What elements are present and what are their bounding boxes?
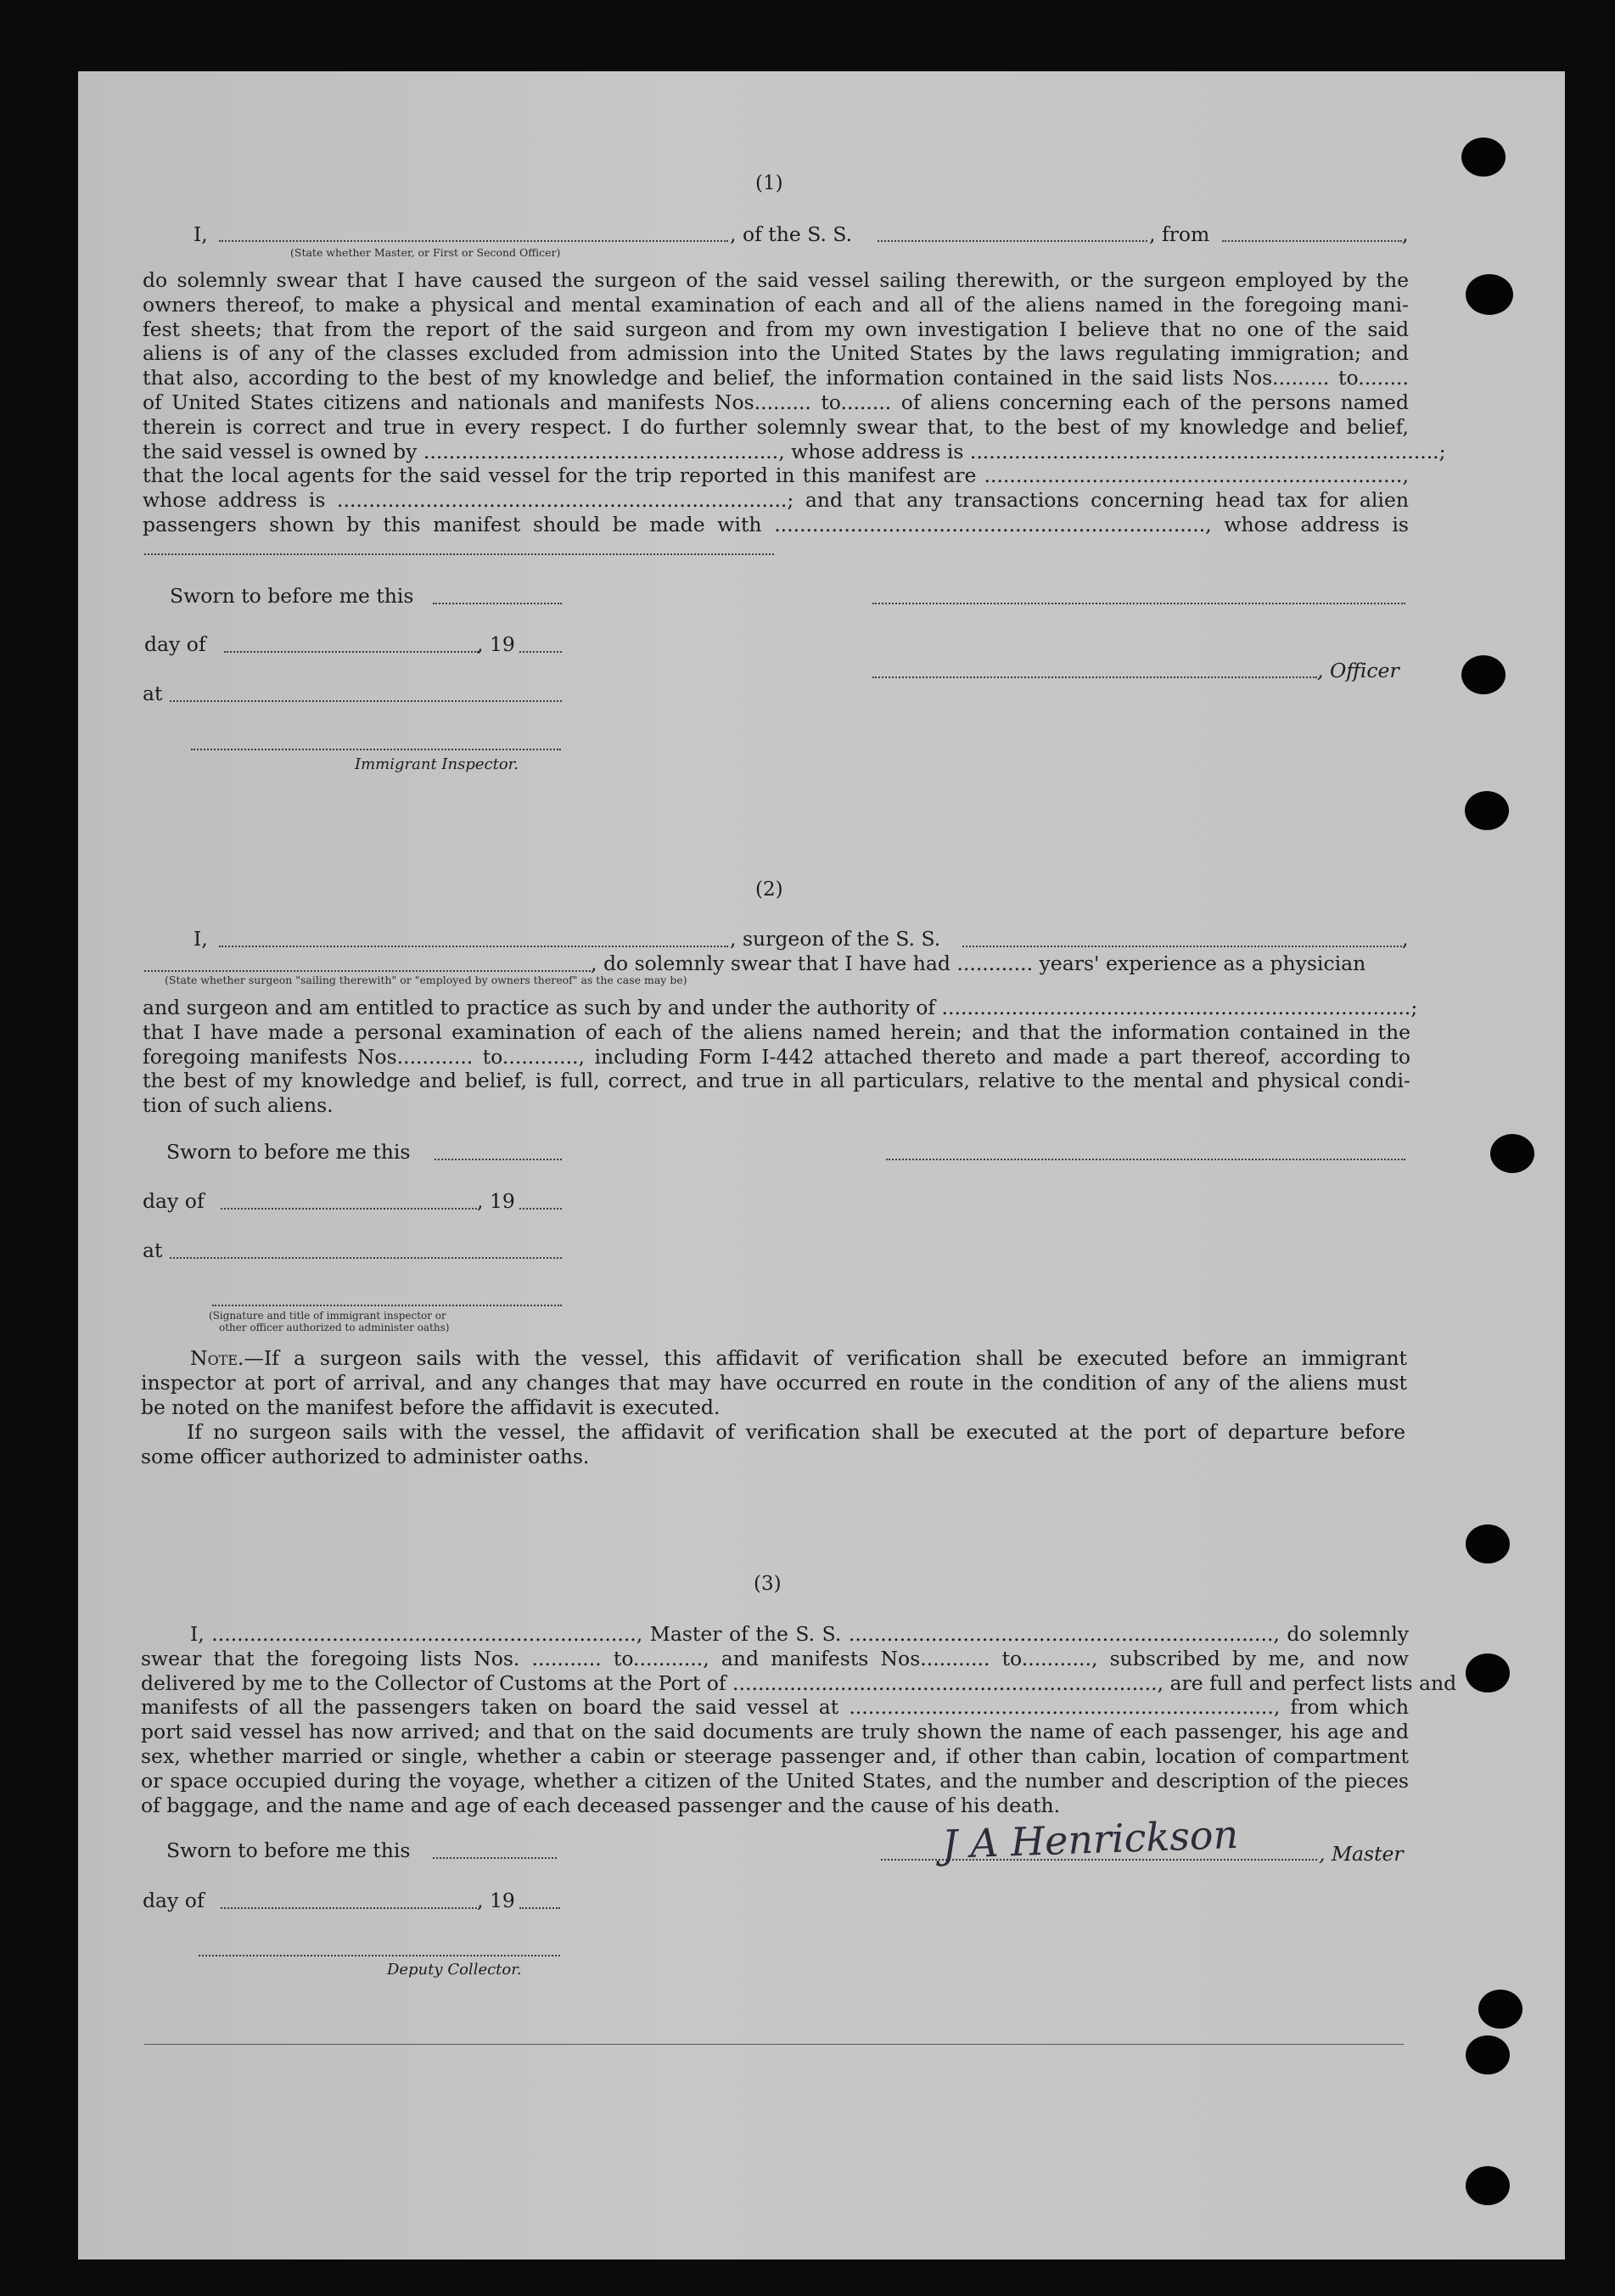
s1-body-line: aliens is of any of the classes excluded from admission into the United States by the laws regulating immigration; and	[143, 341, 1409, 366]
s3-body-line: of baggage, and the name and age of each deceased passenger and the cause of his death.	[141, 1793, 1061, 1817]
s2-comma: ,	[1402, 927, 1409, 951]
s1-inspector-line	[191, 749, 561, 750]
s3-year: , 19	[477, 1889, 515, 1912]
s1-officer-note: (State whether Master, or First or Second Officer)	[290, 246, 561, 259]
s1-at: at	[143, 682, 163, 705]
s1-from-blank	[1222, 240, 1402, 242]
s1-address-blank	[144, 553, 774, 555]
s1-inspector-label: Immigrant Inspector.	[355, 755, 519, 773]
s3-body-line: port said vessel has now arrived; and that on the said documents are truly shown the name of each passenger, his age and	[141, 1720, 1409, 1744]
binder-hole	[1461, 138, 1506, 177]
s2-note-body	[141, 1371, 1407, 1420]
binder-hole	[1465, 791, 1509, 830]
binder-hole	[1466, 1653, 1510, 1693]
s2-sworn: Sworn to before me this	[166, 1140, 411, 1164]
s2-inspector-line	[212, 1305, 562, 1306]
s1-body-line: whose address is .......................................................................; and that any transactions concerning head tax for alien	[143, 488, 1409, 513]
s2-year-blank	[519, 1208, 562, 1210]
s2-surgeon-note: (State whether surgeon "sailing therewith" or "employed by owners thereof" as the case may be)	[165, 974, 687, 986]
bottom-rule	[144, 2044, 1404, 2045]
s1-body-line: the said vessel is owned by ........................................................, whose address is ..........................................................................;	[143, 439, 1446, 463]
s2-body-line: the best of my knowledge and belief, is full, correct, and true in all particulars, relative to the mental and physical condi-	[143, 1069, 1410, 1093]
binder-hole	[1466, 274, 1513, 315]
s1-of-ss: , of the S. S.	[730, 222, 853, 246]
s1-at-blank	[170, 700, 562, 702]
s3-year-blank	[519, 1907, 560, 1909]
s2-surgeon-type-blank	[144, 970, 591, 972]
s3-body	[141, 1622, 1457, 1817]
s3-body-line: swear that the foregoing lists Nos. ........... to..........., and manifests Nos........... to..........., subscribed by me, and now	[141, 1646, 1409, 1670]
s3-sworn-blank	[433, 1857, 557, 1859]
s1-body-line: that the local agents for the said vessel for the trip reported in this manifest are ..................................................................,	[143, 463, 1409, 488]
s1-body-line: fest sheets; that from the report of the said surgeon and from my own investigation I believe that no one of the said	[143, 317, 1409, 341]
s1-day-of: day of	[144, 632, 206, 656]
s2-body-line: that I have made a personal examination of each of the aliens named herein; and that the information contained in the	[143, 1019, 1410, 1044]
s2-day-blank	[221, 1208, 477, 1210]
s2-line2: , do solemnly swear that I have had ............ years' experience as a physician	[591, 952, 1366, 975]
s3-master-label: , Master	[1319, 1842, 1404, 1866]
s2-note-label: Note.	[190, 1346, 244, 1370]
s1-officer-label: , Officer	[1317, 659, 1399, 682]
s2-signature-note-2: other officer authorized to administer oaths)	[219, 1322, 450, 1333]
s2-i: I,	[193, 927, 208, 951]
s2-at: at	[143, 1238, 163, 1262]
s2-surgeon-ss: , surgeon of the S. S.	[730, 927, 941, 951]
s3-sworn: Sworn to before me this	[166, 1838, 411, 1862]
s1-officer-blank-2	[872, 676, 1317, 678]
s2-body	[143, 996, 1418, 1118]
s1-officer-signature-line	[872, 603, 1405, 604]
s1-body-line: that also, according to the best of my knowledge and belief, the information contained in the said lists Nos......... to........	[143, 366, 1409, 390]
s2-body-line: and surgeon and am entitled to practice as such by and under the authority of ..........................................................................;	[143, 996, 1418, 1019]
s1-body-line: do solemnly swear that I have caused the surgeon of the said vessel sailing therewith, or the surgeon employed by the	[143, 268, 1409, 292]
s1-sworn: Sworn to before me this	[170, 584, 414, 608]
s3-body-line: manifests of all the passengers taken on board the said vessel at ..................................................................., from which	[141, 1695, 1409, 1720]
section-2-heading: (2)	[755, 879, 783, 901]
s2-note-line-5: some officer authorized to administer oaths.	[141, 1445, 590, 1468]
s1-sworn-blank	[433, 603, 562, 604]
s2-note-line: inspector at port of arrival, and any changes that may have occurred en route in the condition of any of the aliens must	[141, 1371, 1407, 1395]
s1-year-blank	[519, 651, 562, 653]
binder-hole	[1461, 655, 1506, 694]
s2-name-blank	[219, 946, 728, 947]
s2-note-line-4: If no surgeon sails with the vessel, the affidavit of verification shall be executed at the port of departure before	[187, 1420, 1405, 1444]
s1-body-line: therein is correct and true in every respect. I do further solemnly swear that, to the best of my knowledge and belief,	[143, 414, 1409, 439]
s2-body-line: foregoing manifests Nos............ to............, including Form I-442 attached thereto and made a part thereof, according to	[143, 1044, 1410, 1069]
binder-hole	[1478, 1990, 1522, 2029]
s2-year: , 19	[477, 1189, 515, 1213]
s1-body-line: of United States citizens and nationals and manifests Nos......... to........ of aliens concerning each of the persons named	[143, 390, 1409, 414]
s1-day-blank	[224, 651, 479, 653]
s1-i: I,	[193, 222, 208, 246]
s3-body-line: delivered by me to the Collector of Customs at the Port of ..................................................................., are full and perfect lists and	[141, 1670, 1457, 1695]
binder-hole	[1466, 2166, 1510, 2205]
s1-officer-blank	[219, 240, 728, 242]
s3-body-line: sex, whether married or single, whether a cabin or steerage passenger and, if other than cabin, location of compartment	[141, 1743, 1409, 1768]
section-1-heading: (1)	[755, 172, 783, 194]
section-3-heading: (3)	[754, 1573, 782, 1595]
s3-collector-line	[199, 1955, 560, 1956]
s3-day-blank	[221, 1907, 477, 1909]
s2-ss-blank	[962, 946, 1402, 947]
s3-master-signature: J A Henrickson	[941, 1810, 1239, 1868]
s2-body-line: tion of such aliens.	[143, 1093, 334, 1118]
s1-comma: ,	[1402, 222, 1409, 246]
s2-note-text: —If a surgeon sails with the vessel, this affidavit of verification shall be executed before an immigrant	[244, 1346, 1407, 1370]
s1-year: , 19	[477, 632, 515, 656]
s2-sworn-blank	[435, 1159, 562, 1160]
s1-body-line: owners thereof, to make a physical and mental examination of each and all of the aliens named in the foregoing mani-	[143, 292, 1409, 317]
s2-day-of: day of	[143, 1189, 205, 1213]
s1-body	[143, 268, 1446, 537]
binder-hole	[1490, 1134, 1534, 1173]
s2-at-blank	[170, 1257, 562, 1259]
s2-note-line-1	[190, 1346, 1407, 1371]
s1-body-line: passengers shown by this manifest should be made with ...................................................................., whose address is	[143, 512, 1409, 536]
binder-hole	[1466, 2035, 1510, 2074]
s3-body-line: I, ..................................................................., Master of the S. S. ..................................................................., do solemnly	[190, 1622, 1409, 1646]
s3-collector-label: Deputy Collector.	[387, 1961, 522, 1979]
s2-signature-note-1: (Signature and title of immigrant inspector or	[209, 1310, 446, 1322]
s1-ss-blank	[878, 240, 1147, 242]
s2-note-line: be noted on the manifest before the affidavit is executed.	[141, 1395, 721, 1419]
s1-from: , from	[1149, 222, 1210, 246]
s3-day-of: day of	[143, 1889, 205, 1912]
binder-hole	[1466, 1524, 1510, 1563]
s3-body-line: or space occupied during the voyage, whether a citizen of the United States, and the number and description of the pieces	[141, 1768, 1409, 1793]
s2-surgeon-signature-line	[886, 1159, 1405, 1160]
